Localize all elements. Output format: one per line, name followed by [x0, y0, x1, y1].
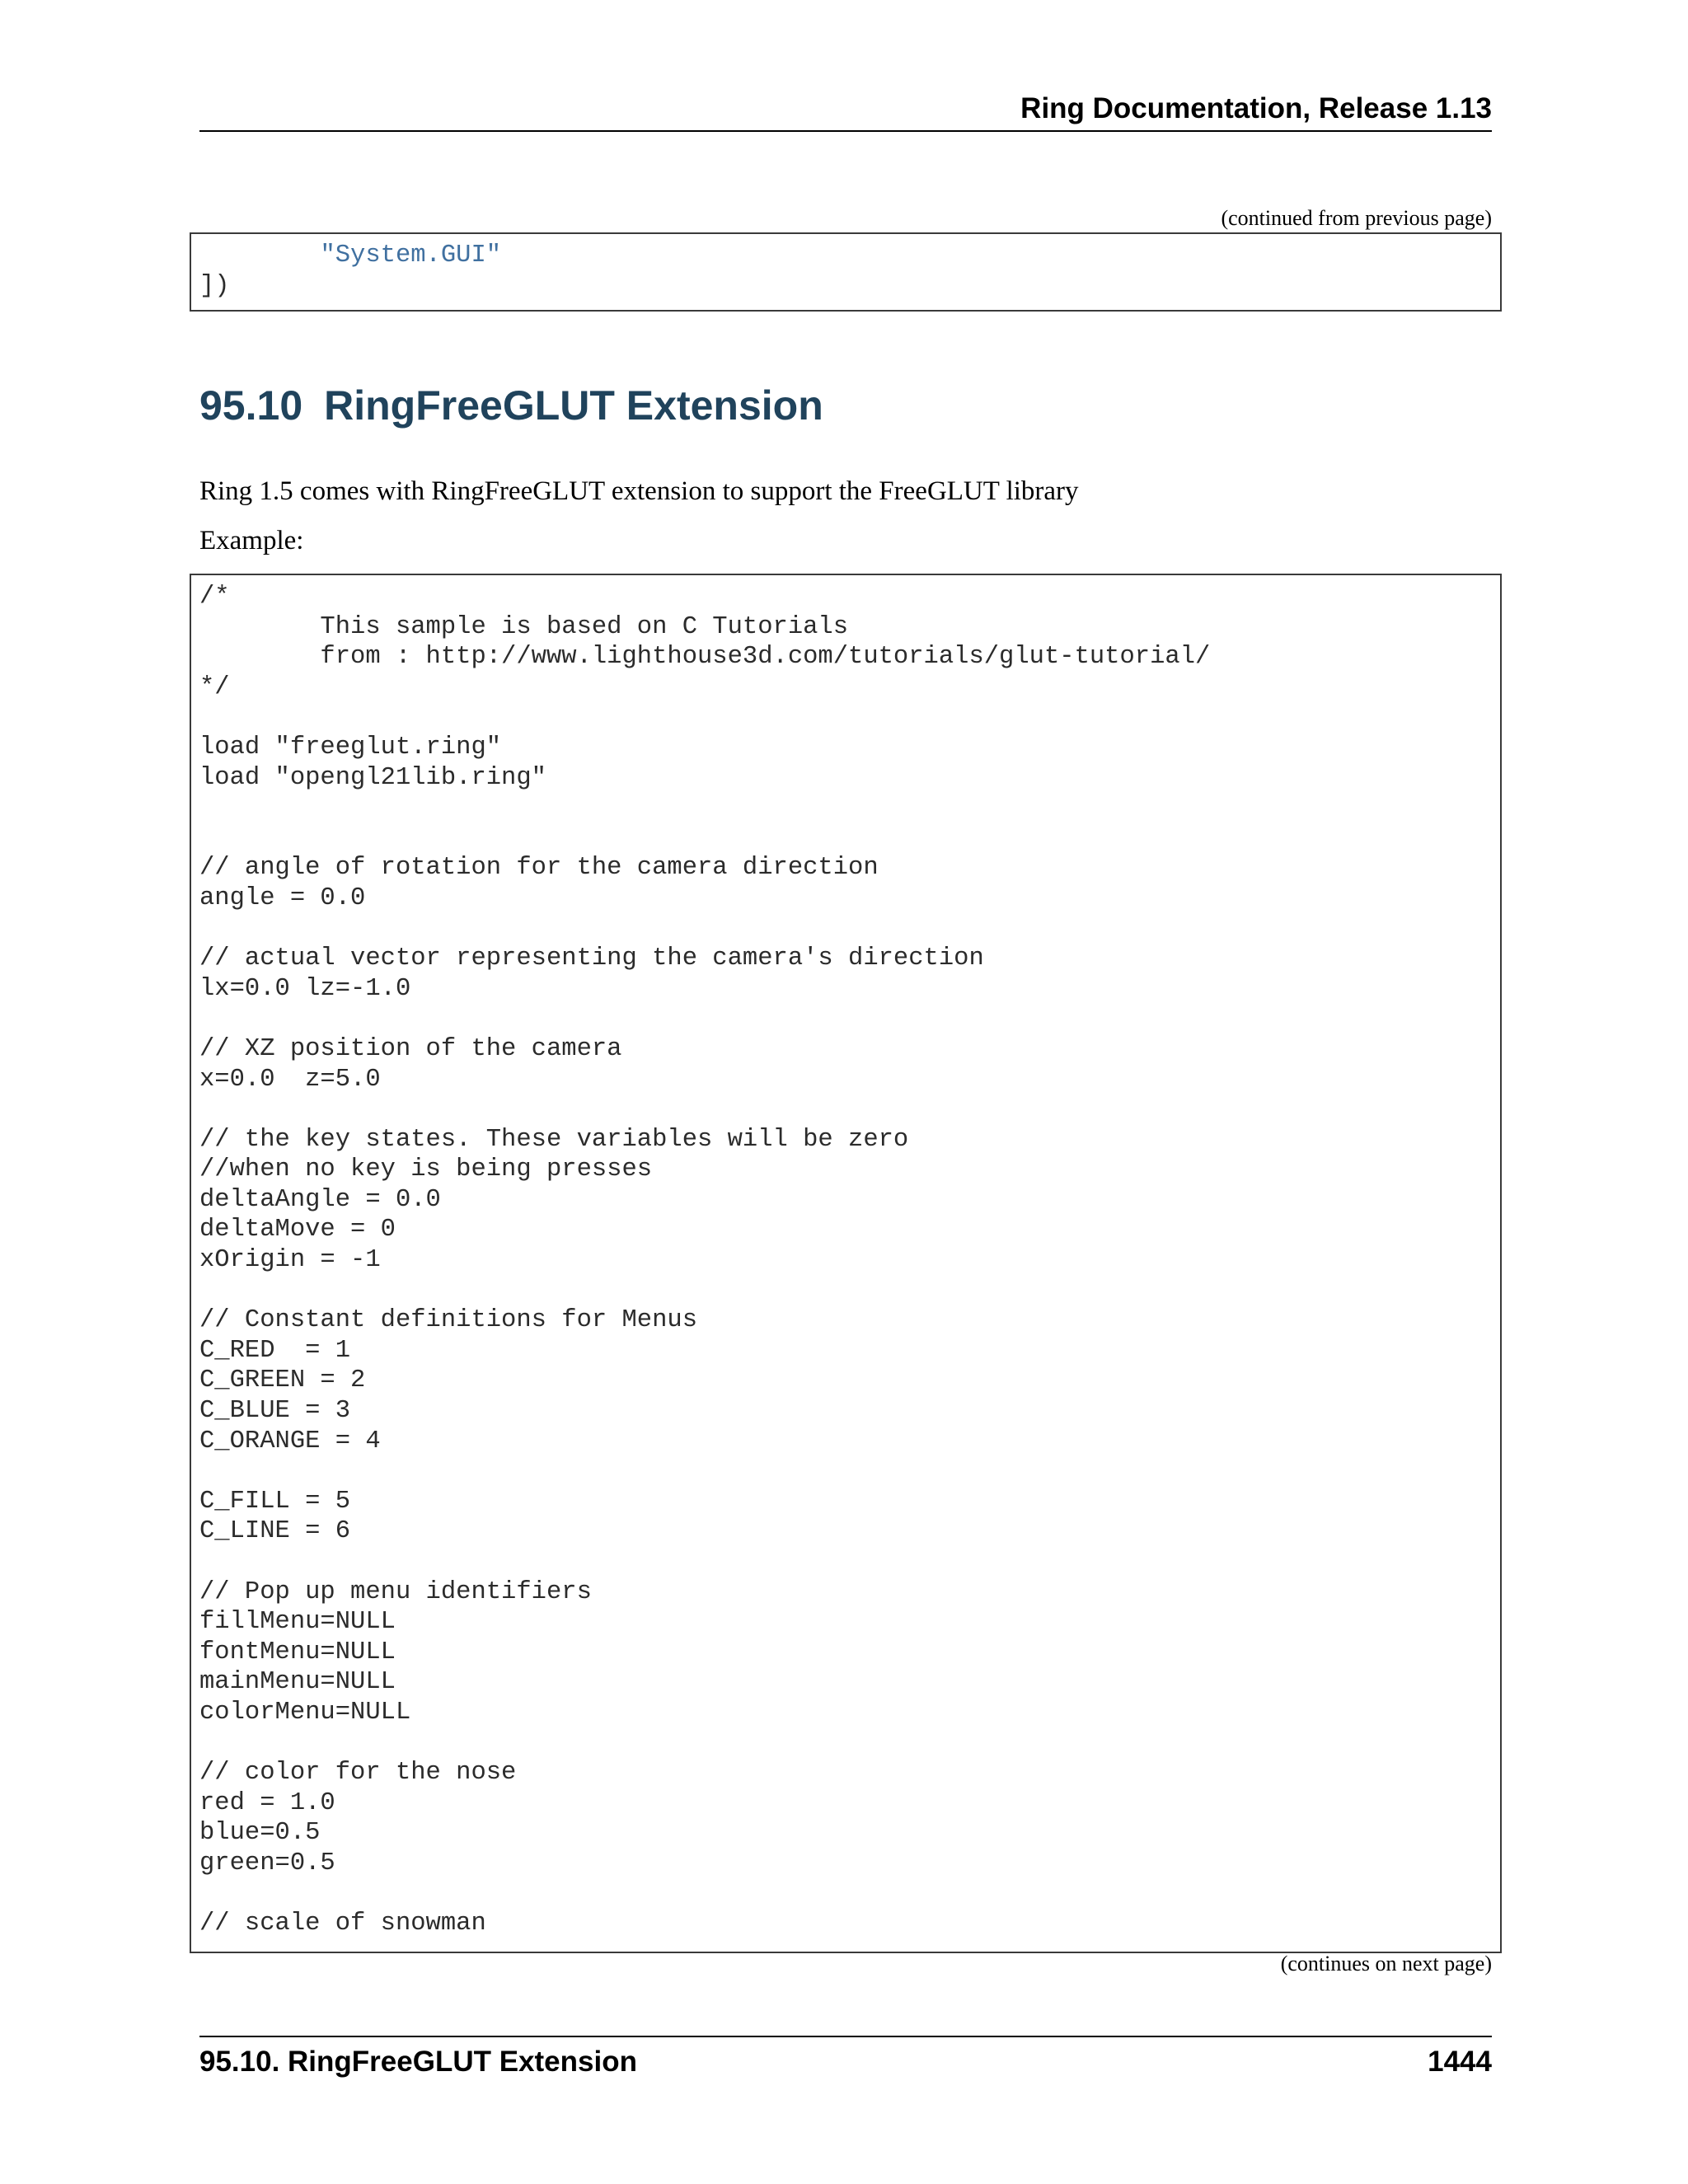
code-line: // Constant definitions for Menus [199, 1306, 697, 1335]
section-number: 95.10 [199, 382, 303, 429]
section-title: RingFreeGLUT Extension [324, 382, 823, 429]
intro-paragraph: Ring 1.5 comes with RingFreeGLUT extension to support the FreeGLUT library [199, 476, 1079, 506]
code-line [199, 793, 1492, 823]
header-rule [199, 130, 1492, 132]
code-line [199, 1094, 1492, 1125]
code-line: deltaAngle = 0.0 [199, 1185, 441, 1214]
code-line [199, 1004, 1492, 1034]
code-line: colorMenu=NULL [199, 1698, 411, 1727]
page-number: 1444 [1428, 2046, 1492, 2078]
continues-on-label: (continues on next page) [1280, 1952, 1492, 1975]
code-line: angle = 0.0 [199, 883, 366, 912]
code-line: fontMenu=NULL [199, 1638, 396, 1666]
code-line: fillMenu=NULL [199, 1608, 396, 1637]
code-line [199, 702, 1492, 733]
code-line [199, 1879, 1492, 1910]
code-line: ]) [199, 271, 230, 300]
code-line: green=0.5 [199, 1849, 335, 1877]
code-line: mainMenu=NULL [199, 1668, 396, 1697]
code-line: //when no key is being presses [199, 1155, 653, 1184]
code-string: "System.GUI" [320, 241, 502, 269]
code-line: from : http://www.lighthouse3d.com/tutorials/glut-tutorial/ [199, 643, 1211, 672]
code-line: load "opengl21lib.ring" [199, 763, 546, 792]
code-block-example [190, 574, 1502, 1953]
code-line: // color for the nose [199, 1759, 517, 1788]
code-line: lx=0.0 lz=-1.0 [199, 974, 411, 1003]
example-label: Example: [199, 526, 304, 555]
code-line: This sample is based on C Tutorials [199, 612, 849, 641]
code-line [199, 241, 1492, 271]
code-line: // actual vector representing the camera's direction [199, 944, 984, 973]
code-line: load "freeglut.ring" [199, 733, 502, 762]
code-line: // the key states. These variables will be zero [199, 1125, 909, 1154]
section-heading [199, 381, 823, 430]
code-line: /* [199, 583, 230, 611]
footer-section-label: 95.10. RingFreeGLUT Extension [199, 2046, 637, 2078]
code-line: red = 1.0 [199, 1788, 335, 1817]
code-line: // XZ position of the camera [199, 1034, 622, 1063]
code-line: C_BLUE = 3 [199, 1397, 351, 1426]
code-line [199, 914, 1492, 944]
code-line: C_ORANGE = 4 [199, 1427, 381, 1455]
code-line: C_RED = 1 [199, 1336, 351, 1365]
code-line: deltaMove = 0 [199, 1216, 396, 1244]
footer-rule [199, 2036, 1492, 2037]
code-line [199, 1276, 1492, 1306]
code-line: */ [199, 673, 230, 701]
code-line [199, 1728, 1492, 1759]
continued-from-label: (continued from previous page) [1221, 206, 1492, 230]
code-line [199, 823, 1492, 854]
code-line [199, 1456, 1492, 1487]
code-line: blue=0.5 [199, 1819, 321, 1848]
code-line: xOrigin = -1 [199, 1246, 381, 1275]
code-line [199, 1547, 1492, 1577]
code-line: C_GREEN = 2 [199, 1366, 366, 1395]
code-block-continued [190, 232, 1502, 312]
code-line: // angle of rotation for the camera direction [199, 854, 879, 883]
code-line: C_LINE = 6 [199, 1517, 351, 1546]
running-header: Ring Documentation, Release 1.13 [1020, 92, 1492, 124]
code-line: // Pop up menu identifiers [199, 1577, 592, 1606]
code-line: C_FILL = 5 [199, 1487, 351, 1516]
code-line: x=0.0 z=5.0 [199, 1065, 381, 1094]
code-line: // scale of snowman [199, 1910, 486, 1938]
